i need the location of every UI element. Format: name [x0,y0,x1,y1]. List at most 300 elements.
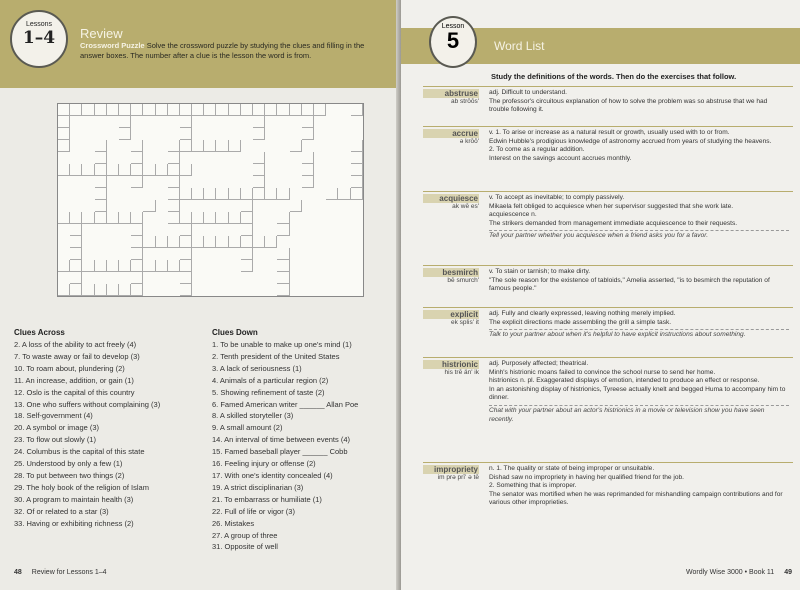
answer-box[interactable] [168,104,180,116]
answer-box[interactable] [290,200,302,212]
clue-down-item: 3. A lack of seriousness (1) [212,363,302,373]
answer-box[interactable] [70,260,82,272]
grid-blank [302,188,314,200]
answer-box[interactable] [143,164,155,176]
answer-box[interactable] [95,140,107,152]
grid-blank [143,152,155,164]
answer-box[interactable] [58,116,70,128]
answer-box[interactable] [180,260,192,272]
entry-pronunciation: ab strōōs' [451,98,479,105]
answer-box[interactable] [204,212,216,224]
grid-blank [156,152,168,164]
answer-box[interactable] [58,140,70,152]
right-page [401,0,800,590]
answer-box[interactable] [277,224,289,236]
answer-box[interactable] [58,212,70,224]
answer-box[interactable] [216,140,228,152]
grid-blank [265,212,277,224]
clue-down-item: 19. A strict disciplinarian (3) [212,482,304,492]
answer-box[interactable] [229,104,241,116]
answer-box[interactable] [168,188,180,200]
grid-blank [204,260,216,272]
answer-box[interactable] [143,200,155,212]
grid-blank [265,140,277,152]
answer-box[interactable] [95,164,107,176]
grid-blank [70,116,82,128]
answer-box[interactable] [326,188,338,200]
grid-blank [229,248,241,260]
definition-line: In an astonishing display of histrionics, Tyreese actually knelt and begged Huma to accompany him to dinner. [489,385,786,402]
answer-box[interactable] [156,104,168,116]
answer-box[interactable] [241,104,253,116]
answer-box[interactable] [131,212,143,224]
grid-blank [314,188,326,200]
answer-box[interactable] [277,272,289,284]
answer-box[interactable] [302,164,314,176]
answer-box[interactable] [241,260,253,272]
answer-box[interactable] [58,128,70,140]
answer-box[interactable] [70,284,82,296]
grid-blank [82,116,94,128]
answer-box[interactable] [180,116,192,128]
grid-blank [351,224,363,236]
answer-box[interactable] [253,152,265,164]
answer-box[interactable] [95,188,107,200]
grid-blank [265,260,277,272]
grid-blank [95,224,107,236]
grid-blank [156,128,168,140]
answer-box[interactable] [82,164,94,176]
answer-box[interactable] [180,224,192,236]
answer-box[interactable] [107,284,119,296]
grid-blank [326,176,338,188]
answer-box[interactable] [119,212,131,224]
answer-box[interactable] [168,200,180,212]
entry-word: abstruse [423,89,479,98]
grid-blank [338,200,350,212]
grid-blank [229,260,241,272]
answer-box[interactable] [180,188,192,200]
definition-line: histrionics n. pl. Exaggerated displays of emotion, intended to produce an effect or response. [489,377,760,385]
grid-blank [143,284,155,296]
grid-blank [131,128,143,140]
grid-blank [58,224,70,236]
answer-box[interactable] [131,260,143,272]
entry-pronunciation: bē smurch' [447,277,479,284]
answer-box[interactable] [119,116,131,128]
answer-box[interactable] [216,236,228,248]
grid-blank [351,212,363,224]
grid-blank [216,248,228,260]
grid-blank [95,128,107,140]
grid-blank [351,272,363,284]
grid-blank [192,284,204,296]
grid-blank [70,200,82,212]
answer-box[interactable] [95,260,107,272]
grid-blank [314,140,326,152]
grid-blank [168,272,180,284]
grid-blank [70,128,82,140]
answer-box[interactable] [192,140,204,152]
answer-box[interactable] [229,212,241,224]
answer-box[interactable] [302,116,314,128]
grid-blank [143,212,155,224]
answer-box[interactable] [70,224,82,236]
answer-box[interactable] [131,236,143,248]
answer-box[interactable] [131,152,143,164]
clue-across-item: 29. The holy book of the religion of Islam [14,482,149,492]
lesson-badge [429,16,477,68]
answer-box[interactable] [119,128,131,140]
grid-blank [107,248,119,260]
answer-box[interactable] [351,176,363,188]
answer-box[interactable] [216,188,228,200]
grid-blank [277,236,289,248]
answer-box[interactable] [119,284,131,296]
answer-box[interactable] [58,104,70,116]
answer-box[interactable] [107,260,119,272]
answer-box[interactable] [58,284,70,296]
grid-blank [229,176,241,188]
answer-box[interactable] [95,212,107,224]
answer-box[interactable] [302,152,314,164]
grid-blank [95,236,107,248]
definition-line: The senator was mortified when he was reprimanded for mishandling campaign contributions and for various other improprieties. [489,490,783,507]
answer-box[interactable] [82,260,94,272]
answer-box[interactable] [70,236,82,248]
answer-box[interactable] [58,260,70,272]
answer-box[interactable] [82,212,94,224]
grid-blank [314,200,326,212]
answer-box[interactable] [204,188,216,200]
answer-box[interactable] [156,260,168,272]
answer-box[interactable] [168,152,180,164]
clue-across-item: 11. An increase, addition, or gain (1) [14,375,134,385]
grid-blank [351,200,363,212]
grid-blank [82,236,94,248]
definition-line: 2. Something that is improper. [489,482,577,490]
answer-box[interactable] [241,248,253,260]
grid-blank [58,176,70,188]
grid-blank [302,272,314,284]
grid-blank [156,224,168,236]
answer-box[interactable] [204,104,216,116]
answer-box[interactable] [131,272,143,284]
answer-box[interactable] [314,104,326,116]
grid-blank [58,272,70,284]
answer-box[interactable] [253,104,265,116]
answer-box[interactable] [107,164,119,176]
grid-blank [302,236,314,248]
grid-blank [338,224,350,236]
grid-blank [302,260,314,272]
answer-box[interactable] [131,284,143,296]
grid-blank [290,188,302,200]
entry-word: impropriety [423,465,479,474]
answer-box[interactable] [302,104,314,116]
grid-blank [119,272,131,284]
answer-box[interactable] [277,248,289,260]
answer-box[interactable] [180,212,192,224]
word-list-title: Word List [494,39,545,53]
definition-line: Edwin Hubble's prodigious knowledge of astronomy accrued from years of studying the heavens. [489,137,772,145]
answer-box[interactable] [229,236,241,248]
answer-box[interactable] [277,260,289,272]
grid-blank [314,272,326,284]
clue-across-item: 2. A loss of the ability to act freely (4) [14,340,137,349]
answer-box[interactable] [119,164,131,176]
definition-line: Minh's histrionic moans failed to convince the school nurse to send her home. [489,368,716,376]
answer-box[interactable] [95,104,107,116]
answer-box[interactable] [168,176,180,188]
answer-box[interactable] [70,272,82,284]
answer-box[interactable] [265,188,277,200]
entry-word: histrionic [423,360,479,369]
answer-box[interactable] [290,104,302,116]
answer-box[interactable] [351,188,363,200]
answer-box[interactable] [216,104,228,116]
answer-box[interactable] [131,176,143,188]
answer-box[interactable] [277,212,289,224]
grid-blank [253,284,265,296]
answer-box[interactable] [58,164,70,176]
answer-box[interactable] [351,140,363,152]
grid-blank [95,248,107,260]
answer-box[interactable] [241,212,253,224]
grid-blank [180,152,192,164]
grid-blank [338,248,350,260]
grid-blank [326,260,338,272]
page-number: 48 [14,569,22,576]
grid-blank [277,140,289,152]
answer-box[interactable] [168,164,180,176]
clue-down-item: 2. Tenth president of the United States [212,351,340,361]
grid-blank [168,248,180,260]
answer-box[interactable] [180,236,192,248]
definition-line: n. 1. The quality or state of being improper or unsuitable. [489,465,655,472]
entry-word-column [423,465,479,481]
grid-blank [314,248,326,260]
grid-blank [314,176,326,188]
grid-blank [338,212,350,224]
grid-blank [277,200,289,212]
grid-blank [326,128,338,140]
answer-box[interactable] [302,128,314,140]
grid-blank [265,116,277,128]
answer-box[interactable] [192,104,204,116]
grid-blank [180,176,192,188]
grid-blank [253,140,265,152]
answer-box[interactable] [131,140,143,152]
answer-box[interactable] [229,140,241,152]
answer-box[interactable] [180,140,192,152]
definition-line: v. 1. To arise or increase as a natural result or growth, usually used with to or from. [489,129,730,136]
grid-blank [229,272,241,284]
answer-box[interactable] [143,236,155,248]
answer-box[interactable] [192,236,204,248]
grid-blank [58,152,70,164]
entry-word: explicit [423,310,479,319]
answer-box[interactable] [131,224,143,236]
definition-line: 2. To come as a regular addition. [489,146,585,154]
grid-blank [192,128,204,140]
grid-blank [302,284,314,296]
answer-box[interactable] [351,152,363,164]
answer-box[interactable] [180,248,192,260]
grid-blank [156,248,168,260]
answer-box[interactable] [143,104,155,116]
crossword-grid [57,103,364,297]
answer-box[interactable] [95,176,107,188]
word-entry-acquiesce [423,191,793,240]
clue-down-item: 22. Full of life or vigor (3) [212,506,295,516]
grid-blank [338,260,350,272]
answer-box[interactable] [180,128,192,140]
answer-box[interactable] [95,284,107,296]
badge-number: 1–4 [22,28,56,48]
answer-box[interactable] [70,212,82,224]
answer-box[interactable] [168,212,180,224]
answer-box[interactable] [253,164,265,176]
grid-blank [253,200,265,212]
answer-box[interactable] [107,212,119,224]
review-title: Review [80,26,123,41]
answer-box[interactable] [70,164,82,176]
grid-blank [338,236,350,248]
grid-blank [143,248,155,260]
grid-blank [143,188,155,200]
grid-blank [192,152,204,164]
grid-blank [204,224,216,236]
answer-box[interactable] [216,212,228,224]
word-entry-abstruse [423,86,793,114]
grid-blank [180,200,192,212]
grid-blank [314,260,326,272]
partner-talk-prompt: Chat with your partner about an actor's histrionics in a movie or television show you have seen recently. [489,405,789,424]
grid-blank [338,164,350,176]
grid-blank [265,200,277,212]
answer-box[interactable] [119,104,131,116]
answer-box[interactable] [168,260,180,272]
answer-box[interactable] [277,188,289,200]
clue-down-item: 21. To embarrass or humiliate (1) [212,494,322,504]
grid-blank [290,116,302,128]
answer-box[interactable] [95,152,107,164]
answer-box[interactable] [265,236,277,248]
answer-box[interactable] [204,140,216,152]
answer-box[interactable] [168,236,180,248]
grid-blank [58,236,70,248]
answer-box[interactable] [168,140,180,152]
answer-box[interactable] [290,140,302,152]
right-footer [686,569,792,576]
grid-blank [107,200,119,212]
answer-box[interactable] [241,200,253,212]
answer-box[interactable] [180,284,192,296]
grid-blank [326,104,338,116]
answer-box[interactable] [131,164,143,176]
answer-box[interactable] [253,188,265,200]
answer-box[interactable] [82,284,94,296]
grid-blank [58,188,70,200]
entry-definitions [489,194,789,241]
grid-blank [277,116,289,128]
answer-box[interactable] [180,272,192,284]
grid-blank [290,284,302,296]
answer-box[interactable] [95,200,107,212]
answer-box[interactable] [338,188,350,200]
answer-box[interactable] [253,176,265,188]
answer-box[interactable] [131,104,143,116]
answer-box[interactable] [351,164,363,176]
answer-box[interactable] [156,164,168,176]
answer-box[interactable] [180,104,192,116]
answer-box[interactable] [241,188,253,200]
answer-box[interactable] [277,284,289,296]
answer-box[interactable] [277,104,289,116]
answer-box[interactable] [229,188,241,200]
grid-blank [119,152,131,164]
grid-blank [229,116,241,128]
answer-box[interactable] [302,176,314,188]
grid-blank [277,176,289,188]
grid-blank [326,236,338,248]
answer-box[interactable] [156,236,168,248]
footer-text: Review for Lessons 1–4 [31,569,107,576]
answer-box[interactable] [192,188,204,200]
answer-box[interactable] [82,104,94,116]
grid-blank [229,164,241,176]
grid-blank [82,200,94,212]
grid-blank [168,284,180,296]
clue-across-item: 28. To put between two things (2) [14,470,125,480]
answer-box[interactable] [131,248,143,260]
grid-blank [265,164,277,176]
answer-box[interactable] [253,128,265,140]
answer-box[interactable] [70,104,82,116]
grid-blank [192,200,204,212]
entry-pronunciation: ek splis' it [451,319,479,326]
grid-blank [82,152,94,164]
grid-blank [192,248,204,260]
answer-box[interactable] [70,248,82,260]
grid-blank [351,128,363,140]
answer-box[interactable] [351,104,363,116]
answer-box[interactable] [265,104,277,116]
answer-box[interactable] [192,212,204,224]
answer-box[interactable] [107,104,119,116]
answer-box[interactable] [241,224,253,236]
answer-box[interactable] [253,116,265,128]
answer-box[interactable] [241,236,253,248]
grid-blank [216,116,228,128]
answer-box[interactable] [119,260,131,272]
answer-box[interactable] [180,164,192,176]
answer-box[interactable] [143,260,155,272]
grid-blank [302,212,314,224]
answer-box[interactable] [253,236,265,248]
page-number: 49 [784,569,792,576]
grid-blank [253,224,265,236]
entry-definitions [489,360,789,424]
across-heading: Clues Across [14,328,65,337]
definition-line: The explicit directions made assembling the grill a simple task. [489,318,672,326]
answer-box[interactable] [204,236,216,248]
grid-blank [192,164,204,176]
grid-blank [265,284,277,296]
grid-blank [119,236,131,248]
entry-word: acquiesce [423,194,479,203]
